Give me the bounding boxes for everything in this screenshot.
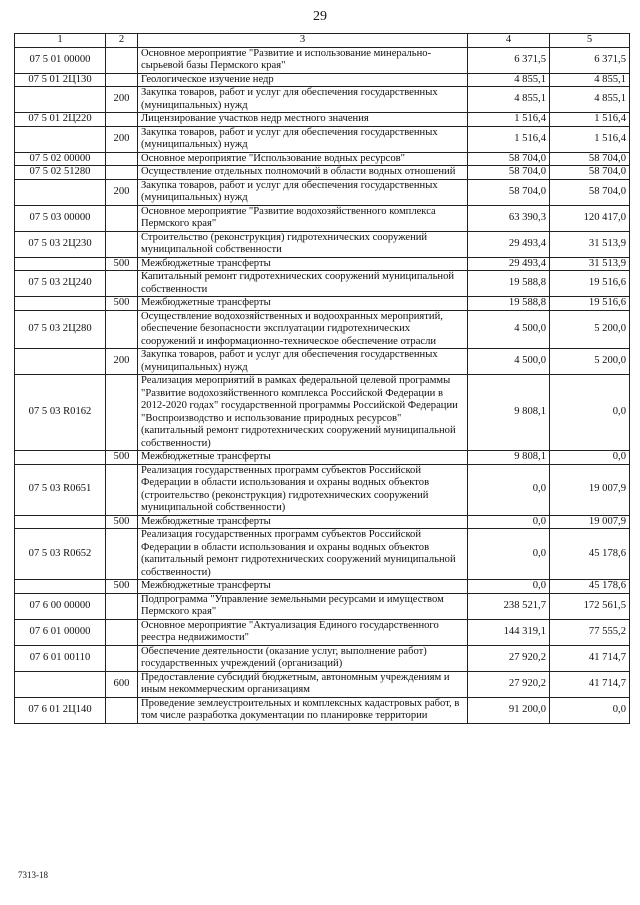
table-row xyxy=(15,73,630,87)
table-row xyxy=(15,515,630,529)
expense-type-code: 500 xyxy=(106,515,138,529)
amount-col-4: 19 588,8 xyxy=(468,297,550,311)
amount-col-4: 4 855,1 xyxy=(468,87,550,113)
item-name: Закупка товаров, работ и услуг для обеспечения государственных (муниципальных) нужд xyxy=(138,126,468,152)
target-article-code: 07 5 03 2Ц240 xyxy=(15,271,106,297)
amount-col-4: 238 521,7 xyxy=(468,593,550,619)
item-name: Основное мероприятие "Развитие водохозяйственного комплекса Пермского края" xyxy=(138,205,468,231)
item-name: Межбюджетные трансферты xyxy=(138,257,468,271)
amount-col-4: 0,0 xyxy=(468,515,550,529)
table-row xyxy=(15,697,630,723)
table-row xyxy=(15,205,630,231)
expense-type-code: 500 xyxy=(106,257,138,271)
table-row xyxy=(15,166,630,180)
table-row xyxy=(15,529,630,580)
item-name: Закупка товаров, работ и услуг для обеспечения государственных (муниципальных) нужд xyxy=(138,87,468,113)
amount-col-4: 0,0 xyxy=(468,529,550,580)
amount-col-4: 58 704,0 xyxy=(468,152,550,166)
item-name: Проведение землеустроительных и комплексных кадастровых работ, в том числе разработка документации по планировке территории xyxy=(138,697,468,723)
header-col-1: 1 xyxy=(15,34,106,48)
amount-col-4: 58 704,0 xyxy=(468,179,550,205)
expense-type-code xyxy=(106,529,138,580)
amount-col-5: 58 704,0 xyxy=(550,166,630,180)
amount-col-4: 0,0 xyxy=(468,464,550,515)
target-article-code xyxy=(15,126,106,152)
amount-col-4: 4 855,1 xyxy=(468,73,550,87)
target-article-code: 07 5 03 00000 xyxy=(15,205,106,231)
target-article-code: 07 5 03 2Ц280 xyxy=(15,310,106,349)
table-row xyxy=(15,464,630,515)
item-name: Предоставление субсидий бюджетным, автономным учреждениям и иным некоммерческим организациям xyxy=(138,671,468,697)
table-row xyxy=(15,87,630,113)
amount-col-5: 19 007,9 xyxy=(550,515,630,529)
amount-col-4: 58 704,0 xyxy=(468,166,550,180)
table-row xyxy=(15,310,630,349)
expense-type-code xyxy=(106,310,138,349)
expense-type-code xyxy=(106,113,138,127)
expense-type-code: 600 xyxy=(106,671,138,697)
target-article-code: 07 5 03 2Ц230 xyxy=(15,231,106,257)
expense-type-code: 500 xyxy=(106,451,138,465)
amount-col-5: 5 200,0 xyxy=(550,349,630,375)
expense-type-code xyxy=(106,205,138,231)
expense-type-code xyxy=(106,73,138,87)
budget-table xyxy=(14,33,630,724)
item-name: Закупка товаров, работ и услуг для обеспечения государственных (муниципальных) нужд xyxy=(138,349,468,375)
amount-col-4: 1 516,4 xyxy=(468,113,550,127)
amount-col-4: 4 500,0 xyxy=(468,310,550,349)
amount-col-4: 63 390,3 xyxy=(468,205,550,231)
table-row xyxy=(15,451,630,465)
amount-col-5: 4 855,1 xyxy=(550,73,630,87)
table-row xyxy=(15,113,630,127)
header-col-2: 2 xyxy=(106,34,138,48)
amount-col-5: 58 704,0 xyxy=(550,179,630,205)
amount-col-5: 41 714,7 xyxy=(550,671,630,697)
header-col-4: 4 xyxy=(468,34,550,48)
target-article-code: 07 6 01 00110 xyxy=(15,645,106,671)
item-name: Основное мероприятие "Актуализация Единого государственного реестра недвижимости" xyxy=(138,619,468,645)
amount-col-5: 19 516,6 xyxy=(550,271,630,297)
item-name: Геологическое изучение недр xyxy=(138,73,468,87)
target-article-code xyxy=(15,297,106,311)
expense-type-code xyxy=(106,464,138,515)
target-article-code: 07 5 01 2Ц130 xyxy=(15,73,106,87)
target-article-code xyxy=(15,515,106,529)
amount-col-5: 58 704,0 xyxy=(550,152,630,166)
expense-type-code: 500 xyxy=(106,580,138,594)
expense-type-code xyxy=(106,375,138,451)
amount-col-5: 6 371,5 xyxy=(550,47,630,73)
amount-col-4: 29 493,4 xyxy=(468,257,550,271)
item-name: Межбюджетные трансферты xyxy=(138,297,468,311)
target-article-code: 07 5 01 2Ц220 xyxy=(15,113,106,127)
target-article-code: 07 5 02 00000 xyxy=(15,152,106,166)
amount-col-4: 1 516,4 xyxy=(468,126,550,152)
item-name: Основное мероприятие "Использование водных ресурсов" xyxy=(138,152,468,166)
table-row xyxy=(15,179,630,205)
amount-col-5: 0,0 xyxy=(550,375,630,451)
target-article-code: 07 6 00 00000 xyxy=(15,593,106,619)
table-row xyxy=(15,271,630,297)
expense-type-code: 200 xyxy=(106,126,138,152)
amount-col-4: 144 319,1 xyxy=(468,619,550,645)
table-row xyxy=(15,349,630,375)
expense-type-code: 500 xyxy=(106,297,138,311)
expense-type-code xyxy=(106,47,138,73)
amount-col-5: 1 516,4 xyxy=(550,113,630,127)
target-article-code xyxy=(15,580,106,594)
header-col-5: 5 xyxy=(550,34,630,48)
expense-type-code: 200 xyxy=(106,349,138,375)
target-article-code: 07 6 01 2Ц140 xyxy=(15,697,106,723)
amount-col-5: 4 855,1 xyxy=(550,87,630,113)
target-article-code: 07 5 03 R0651 xyxy=(15,464,106,515)
table-row xyxy=(15,126,630,152)
amount-col-4: 91 200,0 xyxy=(468,697,550,723)
amount-col-5: 172 561,5 xyxy=(550,593,630,619)
amount-col-5: 45 178,6 xyxy=(550,580,630,594)
item-name: Осуществление водохозяйственных и водоохранных мероприятий, обеспечение безопасности эксплуатации гидротехнических сооружений и информационно-техническое обеспечение отрасли xyxy=(138,310,468,349)
amount-col-5: 45 178,6 xyxy=(550,529,630,580)
expense-type-code xyxy=(106,231,138,257)
item-name: Лицензирование участков недр местного значения xyxy=(138,113,468,127)
target-article-code xyxy=(15,451,106,465)
table-row xyxy=(15,580,630,594)
item-name: Закупка товаров, работ и услуг для обеспечения государственных (муниципальных) нужд xyxy=(138,179,468,205)
item-name: Основное мероприятие "Развитие и использование минерально-сырьевой базы Пермского края" xyxy=(138,47,468,73)
table-row xyxy=(15,47,630,73)
amount-col-5: 77 555,2 xyxy=(550,619,630,645)
target-article-code: 07 5 02 51280 xyxy=(15,166,106,180)
target-article-code xyxy=(15,349,106,375)
target-article-code: 07 6 01 00000 xyxy=(15,619,106,645)
page-number: 29 xyxy=(313,9,327,24)
amount-col-4: 19 588,8 xyxy=(468,271,550,297)
header-col-3: 3 xyxy=(138,34,468,48)
amount-col-5: 5 200,0 xyxy=(550,310,630,349)
amount-col-5: 31 513,9 xyxy=(550,257,630,271)
item-name: Капитальный ремонт гидротехнических сооружений муниципальной собственности xyxy=(138,271,468,297)
amount-col-4: 29 493,4 xyxy=(468,231,550,257)
item-name: Межбюджетные трансферты xyxy=(138,580,468,594)
table-row xyxy=(15,297,630,311)
table-header-row xyxy=(15,34,630,48)
item-name: Обеспечение деятельности (оказание услуг, выполнение работ) государственных учреждений (организаций) xyxy=(138,645,468,671)
amount-col-5: 19 516,6 xyxy=(550,297,630,311)
item-name: Подпрограмма "Управление земельными ресурсами и имуществом Пермского края" xyxy=(138,593,468,619)
amount-col-4: 9 808,1 xyxy=(468,451,550,465)
target-article-code xyxy=(15,87,106,113)
table-row xyxy=(15,231,630,257)
table-row xyxy=(15,645,630,671)
expense-type-code xyxy=(106,166,138,180)
table-row xyxy=(15,593,630,619)
expense-type-code xyxy=(106,645,138,671)
target-article-code xyxy=(15,671,106,697)
document-code: 7313-18 xyxy=(18,870,48,880)
target-article-code: 07 5 03 R0652 xyxy=(15,529,106,580)
amount-col-4: 6 371,5 xyxy=(468,47,550,73)
amount-col-5: 19 007,9 xyxy=(550,464,630,515)
item-name: Межбюджетные трансферты xyxy=(138,451,468,465)
item-name: Реализация государственных программ субъектов Российской Федерации в области использования и охраны водных объектов (строительство (реконструкция) гидротехнических сооружений муниципальной собственности) xyxy=(138,464,468,515)
table-row xyxy=(15,257,630,271)
table-row xyxy=(15,619,630,645)
amount-col-5: 0,0 xyxy=(550,697,630,723)
target-article-code: 07 5 01 00000 xyxy=(15,47,106,73)
amount-col-5: 120 417,0 xyxy=(550,205,630,231)
amount-col-4: 0,0 xyxy=(468,580,550,594)
amount-col-4: 27 920,2 xyxy=(468,645,550,671)
expense-type-code xyxy=(106,271,138,297)
amount-col-4: 4 500,0 xyxy=(468,349,550,375)
expense-type-code xyxy=(106,697,138,723)
amount-col-4: 9 808,1 xyxy=(468,375,550,451)
expense-type-code: 200 xyxy=(106,87,138,113)
target-article-code xyxy=(15,179,106,205)
target-article-code: 07 5 03 R0162 xyxy=(15,375,106,451)
item-name: Строительство (реконструкция) гидротехнических сооружений муниципальной собственности xyxy=(138,231,468,257)
amount-col-5: 0,0 xyxy=(550,451,630,465)
item-name: Межбюджетные трансферты xyxy=(138,515,468,529)
item-name: Реализация государственных программ субъектов Российской Федерации в области использования и охраны водных объектов (капитальный ремонт гидротехнических сооружений муниципальной собственности) xyxy=(138,529,468,580)
amount-col-5: 1 516,4 xyxy=(550,126,630,152)
item-name: Осуществление отдельных полномочий в области водных отношений xyxy=(138,166,468,180)
expense-type-code xyxy=(106,619,138,645)
expense-type-code xyxy=(106,152,138,166)
amount-col-4: 27 920,2 xyxy=(468,671,550,697)
table-row xyxy=(15,152,630,166)
expense-type-code: 200 xyxy=(106,179,138,205)
amount-col-5: 41 714,7 xyxy=(550,645,630,671)
item-name: Реализация мероприятий в рамках федеральной целевой программы "Развитие водохозяйственного комплекса Российской Федерации в 2012-2020 годах" государственной программы Российской Федерации "Воспроизводство и использование природных ресурсов" (капитальный ремонт гидротехнических сооружений муниципальной собственности) xyxy=(138,375,468,451)
table-row xyxy=(15,375,630,451)
amount-col-5: 31 513,9 xyxy=(550,231,630,257)
expense-type-code xyxy=(106,593,138,619)
table-row xyxy=(15,671,630,697)
target-article-code xyxy=(15,257,106,271)
